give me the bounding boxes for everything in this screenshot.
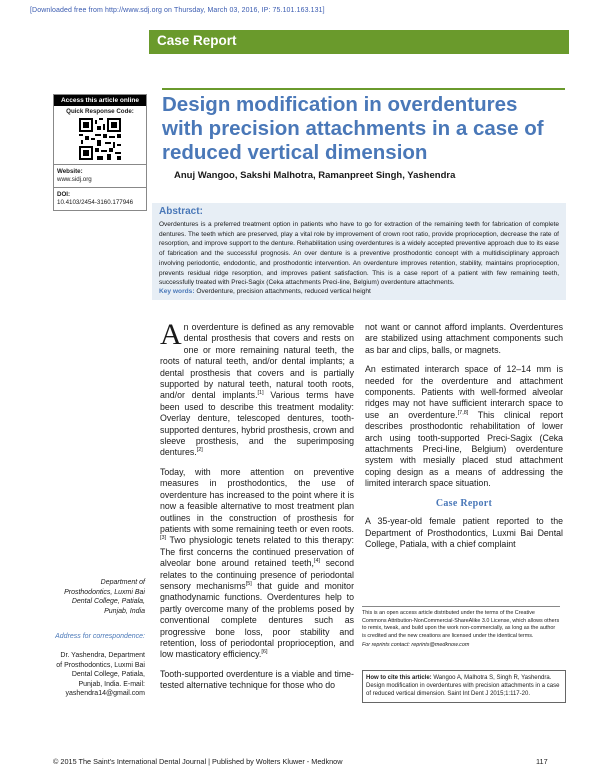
section-label: Case Report — [157, 33, 237, 48]
doi-row — [54, 187, 146, 210]
title-rule — [162, 88, 565, 90]
citation-ref[interactable]: [6] — [261, 649, 268, 656]
paragraph: Tooth-supported overdenture is a viable and time-tested alternative technique for those who do — [160, 668, 354, 691]
website-label: Website: — [57, 168, 83, 175]
citation-ref[interactable]: [2] — [196, 447, 203, 454]
drop-cap: A — [160, 318, 182, 351]
website-link[interactable]: www.sidj.org — [57, 176, 92, 183]
page-number: 117 — [536, 757, 548, 766]
abstract-heading: Abstract: — [159, 206, 203, 217]
keywords-text: Overdenture, precision attachments, reduced vertical height — [196, 288, 371, 295]
correspondence-label: Address for correspondence: — [55, 633, 145, 640]
cite-text: Wangoo A, Malhotra S, Singh R, Yashendra. Design modification in overdentures with precision attachments in a case of reduced vertical dimension. Saint Int Dent J 2015;1:117-20. — [366, 675, 560, 698]
body-column-right — [365, 322, 563, 558]
website-row — [54, 164, 146, 187]
reprints: For reprints contact: reprints@medknow.com — [362, 642, 470, 649]
qr-label: Quick Response Code: — [66, 108, 134, 115]
case-report-heading: Case Report — [435, 497, 493, 509]
cite-label: How to cite this article: — [366, 675, 432, 681]
access-header: Access this article online — [54, 95, 146, 106]
download-note: [Downloaded free from http://www.sdj.org on Thursday, March 03, 2016, IP: 75.101.163.131] — [30, 7, 325, 14]
paragraph: An overdenture is defined as any removable dental prosthesis that covers and rests on one or more remaining natural teeth, the roots of natural teeth, and/or dental implants; a dental prosthesis that covers and is partially supported by natural teeth, natural tooth roots, and/or dental implants.[1] Various terms have been used to describe this treatment modality: Overlay denture, telescoped dentures, tooth-supported dentures, hybrid prosthesis, crown and sleeve prosthesis, and the superimposing dentures.[2] — [160, 318, 355, 458]
citation-ref[interactable]: [1] — [257, 390, 264, 397]
qr-code-icon[interactable] — [79, 118, 121, 160]
paragraph: Today, with more attention on preventive measures in prosthodontics, the use of overdenture has increased to the point where it is now a feasible alternative to most treatment plan outlines in the construction of prosthesis for patients with some remaining teeth or even roots.[3] Two physiologic tenets related to this therapy: The first concerns the continued preservation of alveolar bone around retained teeth,[4] second relates to the continuing presence of periodontal sensory mechanisms[5] that guide and monitor gnathodynamic functions. Overdentures help to partly overcome many of the problems posed by conventional complete dentures such as progressive bone loss, poor stability and retention, loss of periodontal proprioception, and low masticatory efficiency.[6] — [160, 466, 355, 660]
footer: © 2015 The Saint's International Dental Journal | Published by Wolters Kluwer - Medknow — [53, 757, 343, 766]
affiliation: Department of Prosthodontics, Luxmi Bai Dental College, Patiala, Punjab, India — [64, 579, 145, 615]
abstract-box — [152, 203, 566, 300]
keywords-label: Key words: — [159, 288, 195, 295]
authors: Anuj Wangoo, Sakshi Malhotra, Ramanpreet Singh, Yashendra — [174, 170, 456, 181]
paragraph: A 35-year-old female patient reported to the Department of Prosthodontics, Luxmi Bai Dental College, Patiala, with a chief complaint — [365, 516, 563, 549]
paragraph: not want or cannot afford implants. Overdentures are stabilized using attachment components such as bar and clips, balls, or magnets. — [365, 322, 563, 355]
correspondence: Dr. Yashendra, Department of Prosthodontics, Luxmi Bai Dental College, Patiala, Punjab, India. E-mail: yashendra14@gmail.com — [56, 652, 145, 697]
keywords — [159, 288, 371, 295]
doi-link[interactable]: 10.4103/2454-3160.177946 — [57, 199, 134, 206]
paragraph: An estimated interarch space of 12–14 mm is needed for the overdenture and attachment components. Patients with well-formed alveolar ridges may not have sufficient interarch space to use an overdenture.[7,8] This clinical report describes prosthodontic rehabilitation of lower arch using tooth-supported Preci-Sagix (Ceka attachments Preci-line, Belgium) overdenture system with mesially placed stud attachment coping design as a means of addressing the limited interarch space situation. — [365, 364, 564, 489]
citation-ref[interactable]: [5] — [245, 581, 252, 588]
article-title: Design modification in overdentures with precision attachments in a case of reduced vertical dimension — [162, 93, 544, 164]
abstract-text: Overdentures is a preferred treatment option in patients who have to go for extraction of the remaining teeth for fabrication of complete dentures. The teeth which are preserved, play a vital role by improvement of crown root ratio, provide proprioception, decrease the rate of resorption, and improve support to the denture. Rehabilitation using overdentures is a widely accepted preventive approach due to its ease of fabrication and the successful prognosis. An over denture is a preventive prosthodontic concept with a multidisciplinary approach involving periodontic, endodontic, and prosthodontic intervention. An overdenture improves retention, stability, maintains proprioception, prevents residual ridge resorption, and improves patient satisfaction. This is a case report of a patient with few remaining teeth, successfully treated with Preci-Sagix (Ceka attachments Preci-line, Belgium) overdenture attachments. — [159, 221, 559, 287]
section-band — [149, 30, 569, 54]
doi-label: DOI: — [57, 191, 71, 198]
cite-box — [362, 670, 566, 703]
citation-ref[interactable]: [7,8] — [457, 409, 469, 416]
body-column-left — [160, 318, 355, 700]
license-text: This is an open access article distributed under the terms of the Creative Commons Attribution-NonCommercial-ShareAlike 3.0 License, which allows others to remix, tweak, and build upon the work non-commercially, as long as the author is credited and the new creations are licensed under the identical terms. — [362, 610, 560, 639]
license-note — [362, 606, 560, 650]
citation-ref[interactable]: [3] — [160, 535, 167, 542]
access-box — [53, 94, 147, 211]
citation-ref[interactable]: [4] — [313, 558, 321, 565]
